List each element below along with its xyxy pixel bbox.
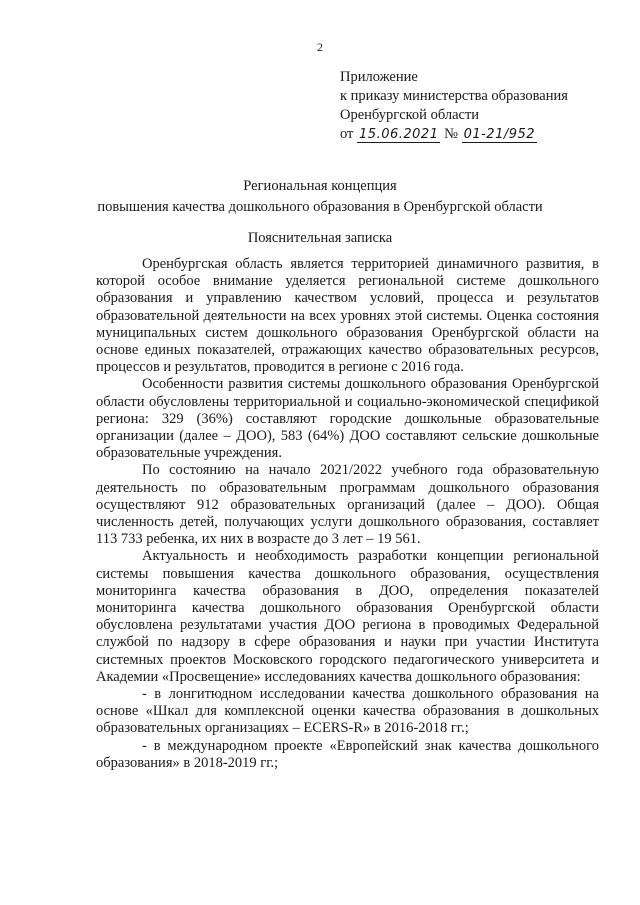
number-prefix: №: [444, 126, 458, 142]
paragraph: Оренбургская область является территорией динамичного развития, в которой особое внимание уделяется региональной системе дошкольного образования и управлению качеством условий, процесса и результатов образовательной деятельности на всех уровнях этой системы. Оценка состояния муниципальных систем дошкольного образования Оренбургской области на основе единых показателей, отражающих качество образовательных ресурсов, процессов и результатов, проводится в регионе с 2016 года.: [96, 256, 599, 376]
order-date: 15.06.2021: [359, 127, 439, 142]
section-heading: Пояснительная записка: [247, 230, 393, 246]
order-number: 01-21/952: [463, 127, 536, 142]
paragraph: Актуальность и необходимость разработки концепции региональной системы повышения качества дошкольного образования, осуществления мониторинга качества образования в ДОО, определения показателей мониторинга качества дошкольного образования Оренбургской области обусловлена результатами участия ДОО региона в проводимых Федеральной службой по надзору в сфере образования и науки при участии Института системных проектов Московского городского педагогического университета и Академии «Просвещение» исследованиях качества дошкольного образования:: [96, 548, 599, 685]
document-title: [0, 176, 640, 218]
list-item: - в международном проекте «Европейский знак качества дошкольного образования» в 2018-2019 гг.;: [96, 737, 599, 771]
body-text: [96, 256, 599, 772]
title-line-2: повышения качества дошкольного образования в Оренбургской области: [97, 199, 543, 215]
appendix-region: Оренбургской области: [340, 107, 480, 123]
title-line-1: Региональная концепция: [243, 178, 397, 194]
list-item: - в лонгитюдном исследовании качества дошкольного образования на основе «Шкал для комплексной оценки качества образования в дошкольных образовательных организациях – ECERS-R» в 2016-2018 гг.;: [96, 686, 599, 737]
paragraph: По состоянию на начало 2021/2022 учебного года образовательную деятельность по образовательным программам дошкольного образования осуществляют 912 образовательных организаций (далее – ДОО). Общая численность детей, получающих услуги дошкольного образования, составляет 113 733 ребенка, их них в возрасте до 3 лет – 19 561.: [96, 462, 599, 548]
date-prefix: от: [340, 126, 354, 142]
paragraph: Особенности развития системы дошкольного образования Оренбургской области обусловлены территориальной и социально-экономической спецификой региона: 329 (36%) составляют городские дошкольные образовательные организации (далее – ДОО), 583 (64%) ДОО составляют сельские дошкольные образовательные учреждения.: [96, 376, 599, 462]
appendix-order-ref: к приказу министерства образования: [340, 88, 568, 104]
appendix-date-line: [340, 125, 568, 144]
page-number: 2: [317, 40, 323, 54]
appendix-title: Приложение: [340, 69, 418, 85]
appendix-block: [340, 68, 568, 144]
